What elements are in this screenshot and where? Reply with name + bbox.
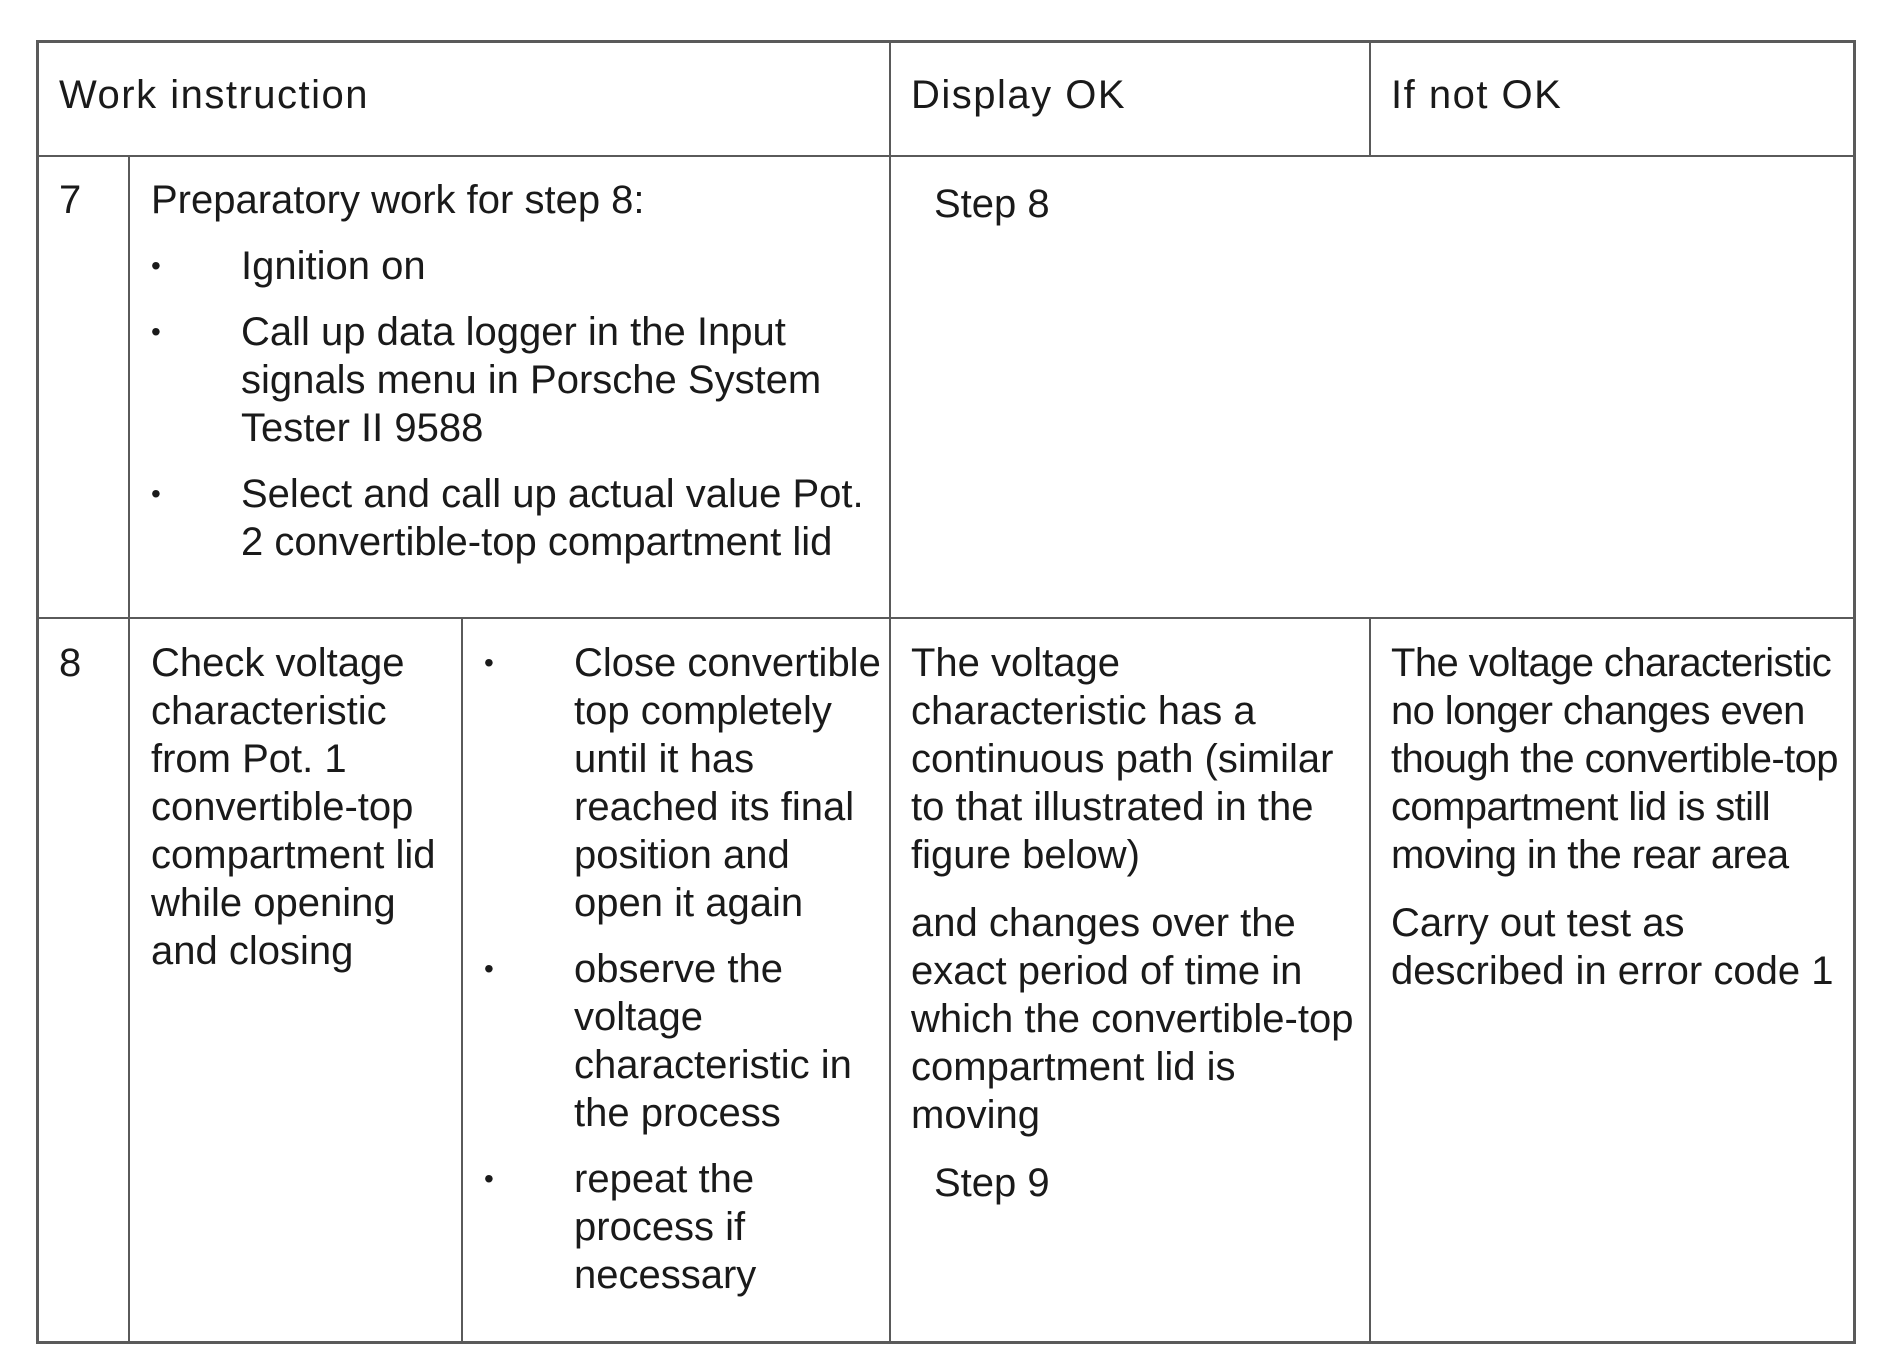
step-number-divider bbox=[128, 155, 130, 1341]
bullet-marker: • bbox=[151, 316, 161, 347]
work-instruction-divider bbox=[889, 43, 891, 1341]
display-ok-paragraph: The voltage characteristic has a continuous path (similar to that illustrated in the figure below) bbox=[911, 641, 1334, 877]
display-ok-next-step: Step 9 bbox=[934, 1161, 1050, 1205]
display-ok-divider-header bbox=[1369, 43, 1371, 155]
header-work-instruction-label: Work instruction bbox=[59, 73, 370, 117]
row-8-instruction-text: Check voltage characteristic from Pot. 1 convertible-top compartment lid while opening and closing bbox=[151, 641, 436, 973]
step-number-7: 7 bbox=[59, 178, 82, 222]
row-8-bullet-item: • repeat the process if necessary bbox=[484, 1157, 757, 1297]
bullet-marker: • bbox=[151, 478, 161, 509]
header-if-not-ok-label: If not OK bbox=[1391, 73, 1563, 117]
row-8-instruction bbox=[151, 639, 451, 975]
header-display-ok bbox=[911, 71, 1126, 119]
row-8-bullet-item: • observe the voltage characteristic in the process bbox=[484, 947, 852, 1135]
display-ok-divider-row8 bbox=[1369, 617, 1371, 1341]
header-row-divider bbox=[39, 155, 1853, 157]
row-7-bullet-item: • Call up data logger in the Input signals menu in Porsche System Tester II 9588 bbox=[151, 310, 822, 450]
row-8-display-ok bbox=[911, 639, 1361, 1207]
row-7-instruction-title: Preparatory work for step 8: bbox=[151, 178, 645, 222]
row-7-instruction bbox=[151, 176, 881, 566]
row-7-divider bbox=[39, 617, 1853, 619]
bullet-marker: • bbox=[484, 1163, 494, 1194]
row-8-bullet-item: • Close convertible top completely until it has reached its final position and open it again bbox=[484, 641, 881, 925]
header-work-instruction bbox=[59, 71, 369, 119]
work-instruction-table bbox=[36, 40, 1856, 1344]
if-not-ok-paragraph: Carry out test as described in error code 1 bbox=[1391, 901, 1834, 993]
row-8-if-not-ok bbox=[1391, 639, 1846, 995]
instruction-substep-divider bbox=[461, 617, 463, 1341]
bullet-marker: • bbox=[484, 953, 494, 984]
row-7-bullet-item: • Select and call up actual value Pot. 2 convertible-top compartment lid bbox=[151, 472, 864, 564]
row-8-substeps bbox=[484, 621, 884, 1299]
bullet-marker: • bbox=[151, 250, 161, 281]
header-if-not-ok bbox=[1391, 71, 1562, 119]
display-ok-paragraph: and changes over the exact period of time in which the convertible-top compartment lid is moving bbox=[911, 901, 1354, 1137]
row-7-display-ok: Step 8 bbox=[934, 182, 1050, 226]
bullet-marker: • bbox=[484, 647, 494, 678]
row-7-bullet-item: • Ignition on bbox=[151, 244, 426, 288]
if-not-ok-paragraph: The voltage characteristic no longer changes even though the convertible-top compartment lid is still moving in the rear area bbox=[1391, 641, 1838, 877]
header-display-ok-label: Display OK bbox=[911, 73, 1127, 117]
step-number-8: 8 bbox=[59, 641, 82, 685]
